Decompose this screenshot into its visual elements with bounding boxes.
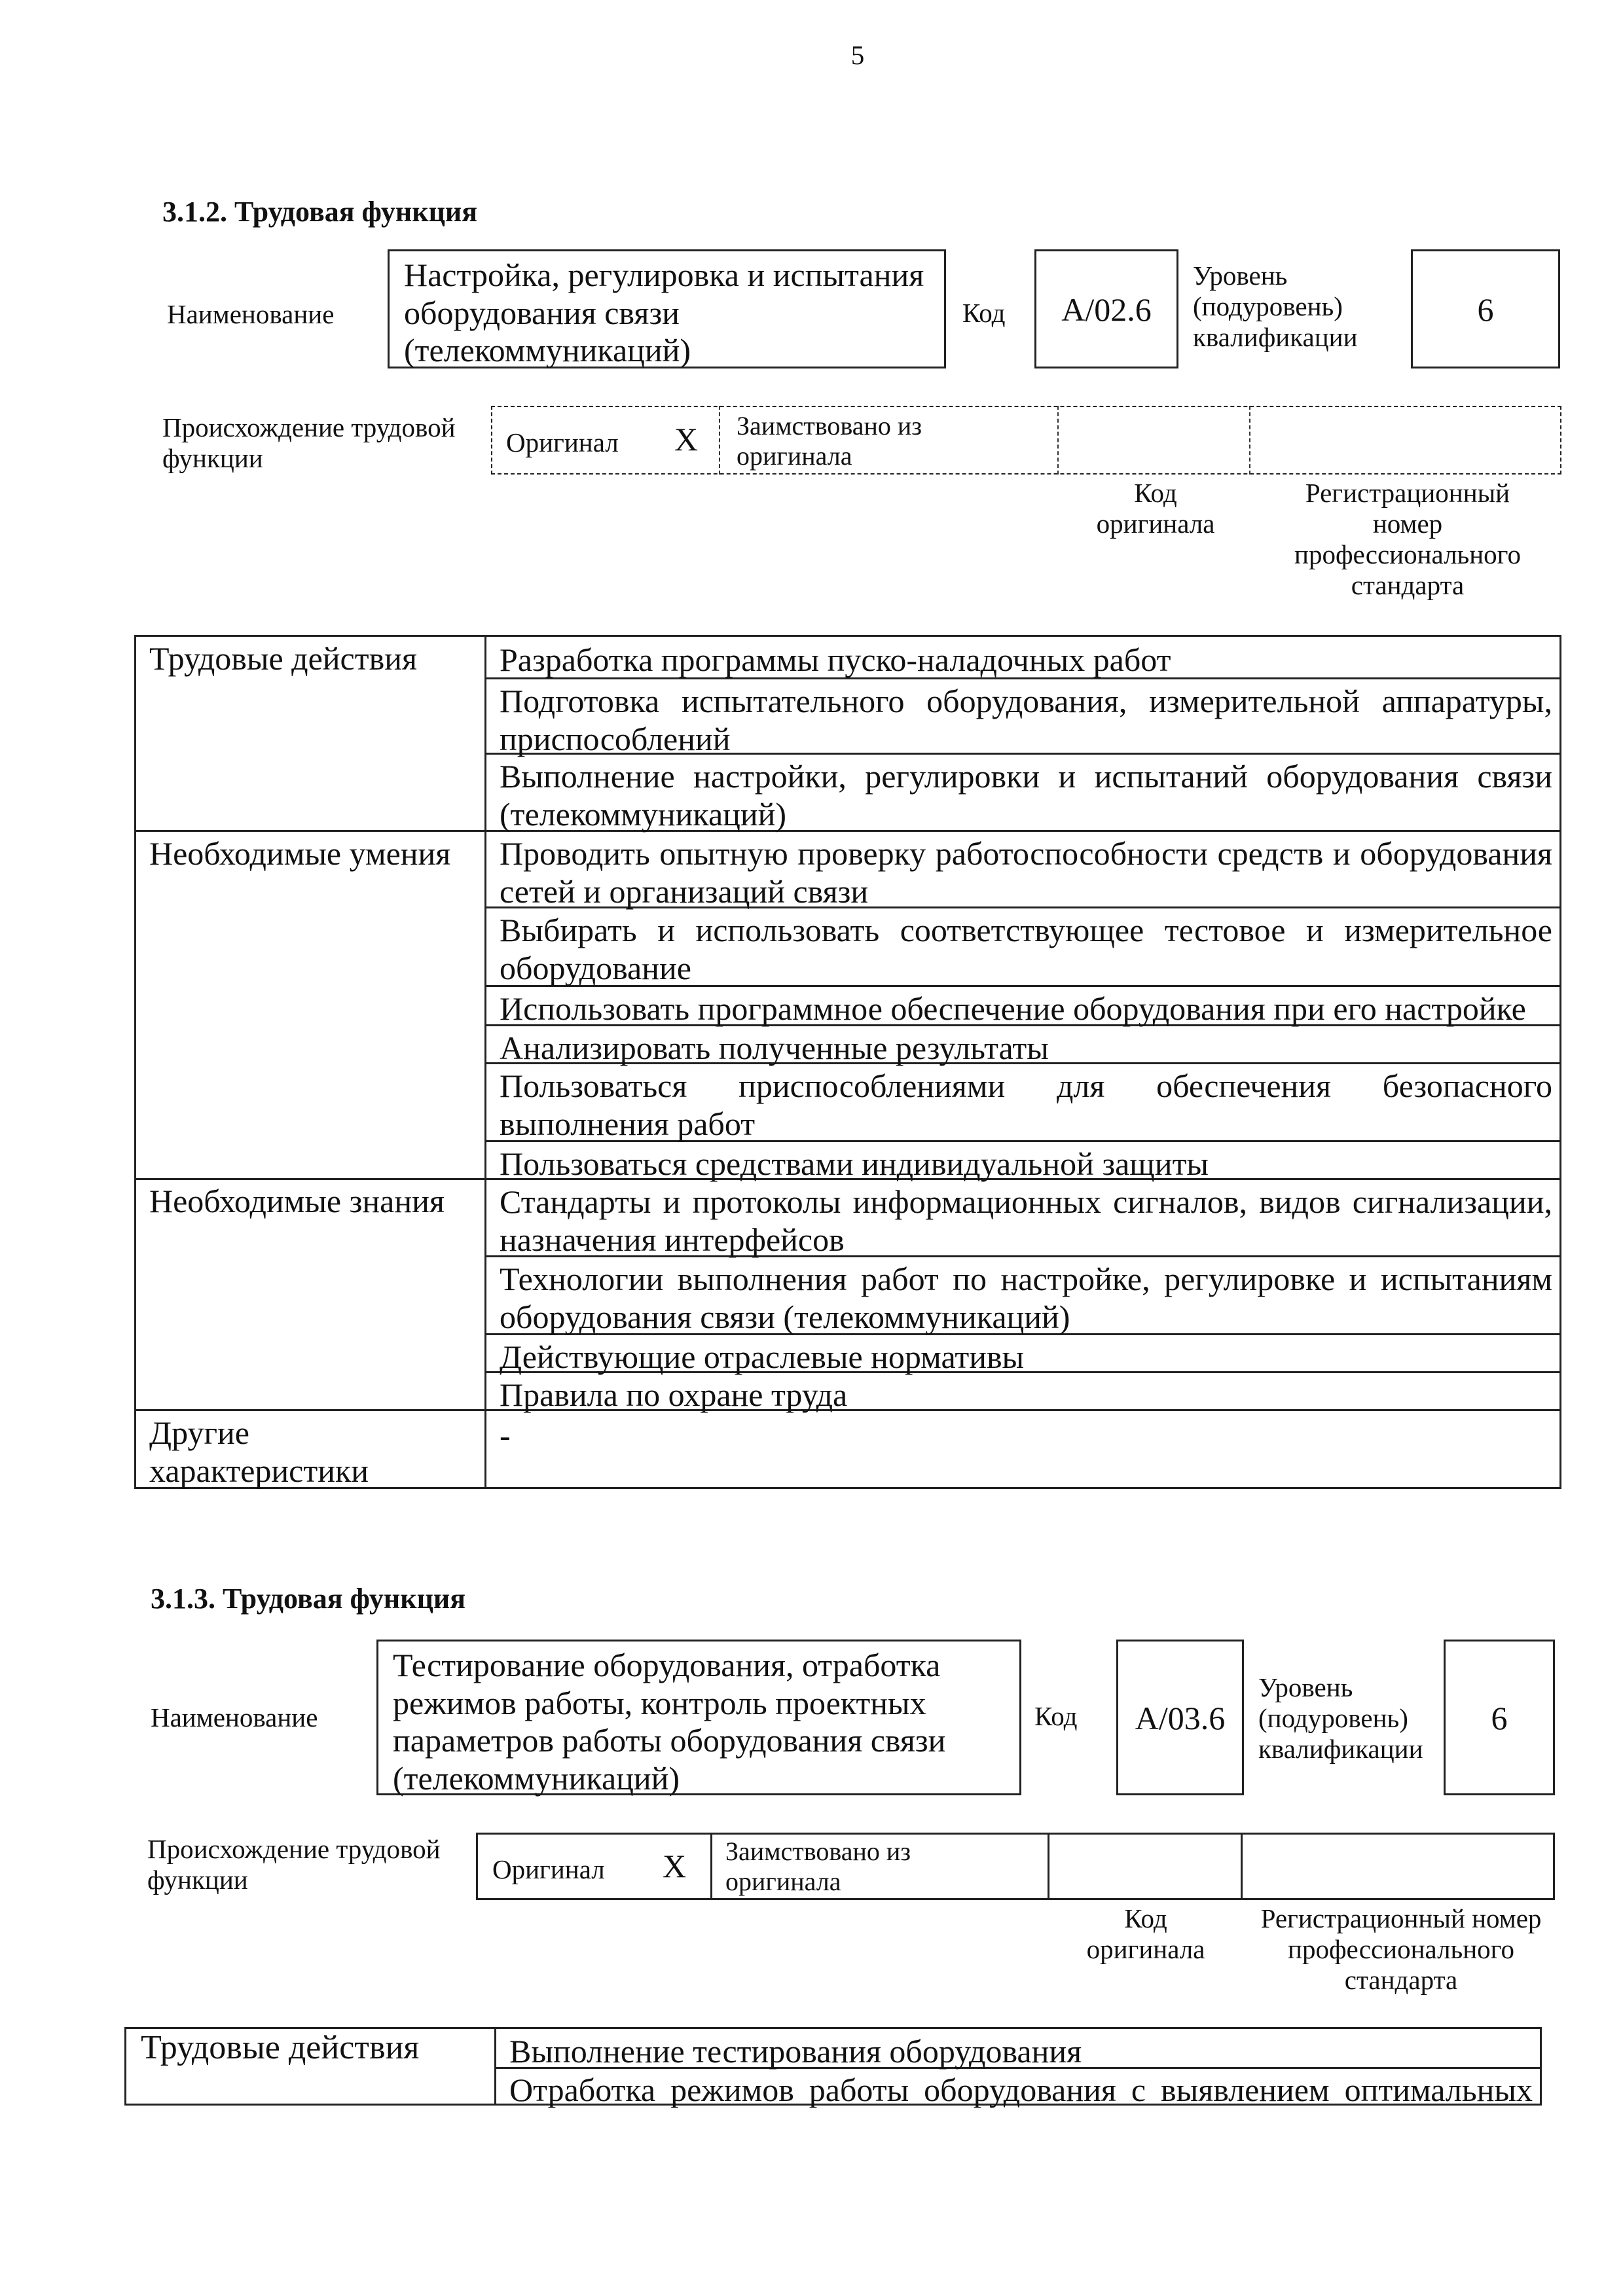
name-label: Наименование xyxy=(151,1702,318,1732)
reg-number-label: Регистрационный номер профессионального стандарта xyxy=(1294,478,1521,601)
code-original-label: Код оригинала xyxy=(1096,478,1215,539)
table-item: Проводить опытную проверку работоспособности средств и оборудования сетей и организаций связи xyxy=(500,835,1552,910)
level-box xyxy=(1411,249,1560,368)
table-item: Выполнение тестирования оборудования xyxy=(509,2033,1082,2070)
level-box xyxy=(1444,1640,1555,1795)
table-item: Технологии выполнения работ по настройке, регулировке и испытаниям оборудования связи (телекоммуникаций) xyxy=(500,1261,1552,1335)
name-box xyxy=(376,1640,1021,1795)
original-mark: X xyxy=(663,1848,687,1884)
table-category: Трудовые действия xyxy=(141,2029,420,2066)
level-value: 6 xyxy=(1491,1700,1508,1736)
table-item: Выбирать и использовать соответствующее тестовое и измерительное оборудование xyxy=(500,912,1552,986)
code-original-label: Код оригинала xyxy=(1086,1903,1205,1965)
table-item: Разработка программы пуско-наладочных работ xyxy=(500,641,1171,678)
borrowed-label: Заимствовано из оригинала xyxy=(725,1837,911,1896)
table-item: Пользоваться приспособлениями для обеспечения безопасного выполнения работ xyxy=(500,1067,1552,1142)
table-category: Другие характеристики xyxy=(149,1414,369,1489)
section-heading: 3.1.3. Трудовая функция xyxy=(151,1583,466,1615)
table-item: - xyxy=(500,1417,511,1454)
reg-number-label: Регистрационный номер профессионального стандарта xyxy=(1260,1903,1542,1996)
code-label: Код xyxy=(962,298,1006,328)
table-category: Трудовые действия xyxy=(149,640,417,677)
origin-divider xyxy=(1249,406,1250,475)
code-box xyxy=(1034,249,1178,368)
original-label: Оригинал xyxy=(492,1854,605,1884)
origin-label: Происхождение трудовой функции xyxy=(162,412,456,474)
origin-divider xyxy=(1057,406,1059,475)
name-value: Настройка, регулировка и испытания оборудования связи (телекоммуникаций) xyxy=(404,257,924,368)
table-item: Действующие отраслевые нормативы xyxy=(500,1338,1025,1375)
level-label: Уровень (подуровень) квалификации xyxy=(1258,1672,1423,1765)
origin-divider xyxy=(1048,1833,1049,1900)
section-heading: 3.1.2. Трудовая функция xyxy=(162,196,478,228)
page-number: 5 xyxy=(850,40,865,70)
table-item: Пользоваться средствами индивидуальной защиты xyxy=(500,1145,1209,1182)
table-item: Выполнение настройки, регулировки и испытаний оборудования связи (телекоммуникаций) xyxy=(500,758,1552,833)
borrowed-label: Заимствовано из оригинала xyxy=(737,411,922,471)
code-label: Код xyxy=(1034,1701,1078,1731)
table-item: Отработка режимов работы оборудования с выявлением оптимальных xyxy=(509,2072,1533,2108)
code-value: A/03.6 xyxy=(1135,1700,1226,1736)
code-value: A/02.6 xyxy=(1061,291,1152,328)
table-item: Стандарты и протоколы информационных сигналов, видов сигнализации, назначения интерфейсов xyxy=(500,1183,1552,1258)
table-item: Использовать программное обеспечение оборудования при его настройке xyxy=(500,990,1526,1027)
code-box xyxy=(1116,1640,1244,1795)
name-box xyxy=(388,249,946,368)
original-mark: X xyxy=(674,421,699,457)
table-item: Правила по охране труда xyxy=(500,1376,848,1413)
name-value: Тестирование оборудования, отработка режимов работы, контроль проектных параметров работы оборудования связи (телекоммуникаций) xyxy=(393,1647,946,1797)
origin-label: Происхождение трудовой функции xyxy=(147,1834,441,1895)
name-label: Наименование xyxy=(167,299,335,329)
table-item: Подготовка испытательного оборудования, измерительной аппаратуры, приспособлений xyxy=(500,683,1552,757)
origin-divider xyxy=(710,1833,712,1900)
origin-row xyxy=(491,406,1561,475)
table-item: Анализировать полученные результаты xyxy=(500,1030,1049,1066)
original-label: Оригинал xyxy=(506,427,619,457)
table-category: Необходимые знания xyxy=(149,1183,445,1219)
table-category: Необходимые умения xyxy=(149,835,451,872)
level-value: 6 xyxy=(1477,291,1494,328)
origin-divider xyxy=(1241,1833,1243,1900)
origin-divider xyxy=(719,406,720,475)
level-label: Уровень (подуровень) квалификации xyxy=(1193,260,1358,353)
